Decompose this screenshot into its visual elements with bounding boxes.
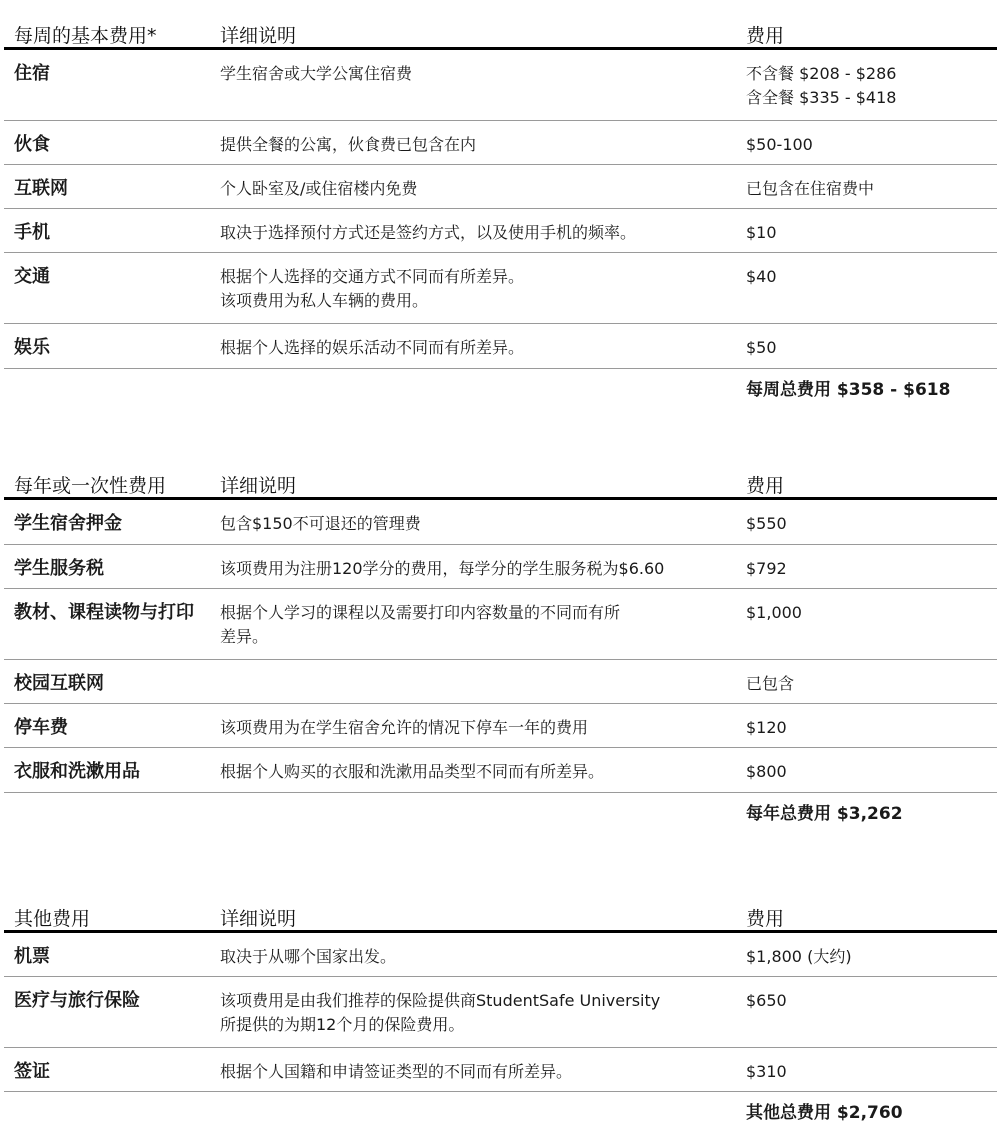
row-item: 衣服和洗漱用品 — [14, 761, 140, 782]
row-item: 机票 — [14, 946, 50, 967]
row-item: 教材、课程读物与打印 — [14, 602, 194, 623]
row-item: 手机 — [14, 222, 50, 243]
other-header-detail: 详细说明 — [220, 908, 297, 930]
row-cost: $120 — [746, 718, 787, 737]
weekly-header-row — [4, 12, 997, 50]
other-total-row — [4, 1092, 997, 1124]
weekly-header-item: 每周的基本费用* — [14, 25, 157, 47]
row-item: 校园互联网 — [14, 673, 104, 694]
row-detail: 根据个人国籍和申请签证类型的不同而有所差异。 — [220, 1062, 573, 1081]
row-detail: 该项费用为注册120学分的费用，每学分的学生服务税为$6.60 — [220, 559, 665, 578]
row-cost: $1,000 — [746, 603, 802, 622]
table-row — [4, 50, 997, 121]
row-cost: $10 — [746, 223, 777, 242]
row-cost: $50 — [746, 338, 777, 357]
row-detail: 该项费用是由我们推荐的保险提供商StudentSafe University 所提供的为期12个月的保险费用。 — [220, 991, 661, 1034]
annual-header-detail: 详细说明 — [220, 475, 297, 497]
weekly-header-cost: 费用 — [746, 25, 785, 47]
table-row — [4, 748, 997, 793]
table-row — [4, 500, 997, 545]
row-cost: 已包含 — [746, 674, 795, 693]
row-detail: 根据个人购买的衣服和洗漱用品类型不同而有所差异。 — [220, 762, 605, 781]
row-detail: 根据个人选择的交通方式不同而有所差异。 该项费用为私人车辆的费用。 — [220, 267, 525, 310]
row-detail: 根据个人选择的娱乐活动不同而有所差异。 — [220, 338, 525, 357]
row-item: 娱乐 — [14, 337, 50, 358]
row-item: 互联网 — [14, 178, 68, 199]
table-row — [4, 933, 997, 977]
row-detail: 学生宿舍或大学公寓住宿费 — [220, 64, 413, 83]
table-row — [4, 977, 997, 1048]
row-item: 伙食 — [14, 134, 50, 155]
table-row — [4, 1048, 997, 1092]
row-cost: $1,800 (大约) — [746, 947, 852, 966]
other-costs-table — [4, 895, 997, 1124]
other-total: 其他总费用 $2,760 — [746, 1103, 903, 1123]
row-detail: 该项费用为在学生宿舍允许的情况下停车一年的费用 — [220, 718, 589, 737]
annual-header-row — [4, 462, 997, 500]
row-detail: 根据个人学习的课程以及需要打印内容数量的不同而有所 差异。 — [220, 603, 621, 646]
row-item: 学生服务税 — [14, 558, 104, 579]
row-cost: 不含餐 $208 - $286 含全餐 $335 - $418 — [746, 64, 897, 107]
annual-total: 每年总费用 $3,262 — [746, 804, 903, 824]
row-cost: $40 — [746, 267, 777, 286]
other-header-cost: 费用 — [746, 908, 785, 930]
row-item: 住宿 — [14, 63, 50, 84]
row-cost: $310 — [746, 1062, 787, 1081]
row-detail: 取决于从哪个国家出发。 — [220, 947, 397, 966]
row-cost: 已包含在住宿费中 — [746, 179, 875, 198]
other-header-item: 其他费用 — [14, 908, 91, 930]
table-row — [4, 660, 997, 704]
row-detail: 个人卧室及/或住宿楼内免费 — [220, 179, 418, 198]
other-header-row — [4, 895, 997, 933]
row-cost: $650 — [746, 991, 787, 1010]
row-item: 交通 — [14, 266, 50, 287]
weekly-header-detail: 详细说明 — [220, 25, 297, 47]
weekly-total-row — [4, 369, 997, 401]
row-detail: 提供全餐的公寓，伙食费已包含在内 — [220, 135, 477, 154]
table-row — [4, 121, 997, 165]
annual-total-row — [4, 793, 997, 825]
row-detail: 取决于选择预付方式还是签约方式，以及使用手机的频率。 — [220, 223, 637, 242]
row-item: 停车费 — [14, 717, 68, 738]
table-row — [4, 324, 997, 369]
table-row — [4, 704, 997, 748]
row-cost: $800 — [746, 762, 787, 781]
weekly-costs-table — [4, 12, 997, 401]
row-cost: $792 — [746, 559, 787, 578]
table-row — [4, 545, 997, 589]
row-item: 学生宿舍押金 — [14, 513, 122, 534]
row-item: 医疗与旅行保险 — [14, 990, 140, 1011]
weekly-total: 每周总费用 $358 - $618 — [746, 380, 951, 400]
row-detail: 包含$150不可退还的管理费 — [220, 514, 421, 533]
row-cost: $50-100 — [746, 135, 813, 154]
annual-header-item: 每年或一次性费用 — [14, 475, 167, 497]
row-item: 签证 — [14, 1061, 50, 1082]
table-row — [4, 209, 997, 253]
table-row — [4, 165, 997, 209]
annual-costs-table — [4, 462, 997, 825]
annual-header-cost: 费用 — [746, 475, 785, 497]
table-row — [4, 253, 997, 324]
table-row — [4, 589, 997, 660]
row-cost: $550 — [746, 514, 787, 533]
